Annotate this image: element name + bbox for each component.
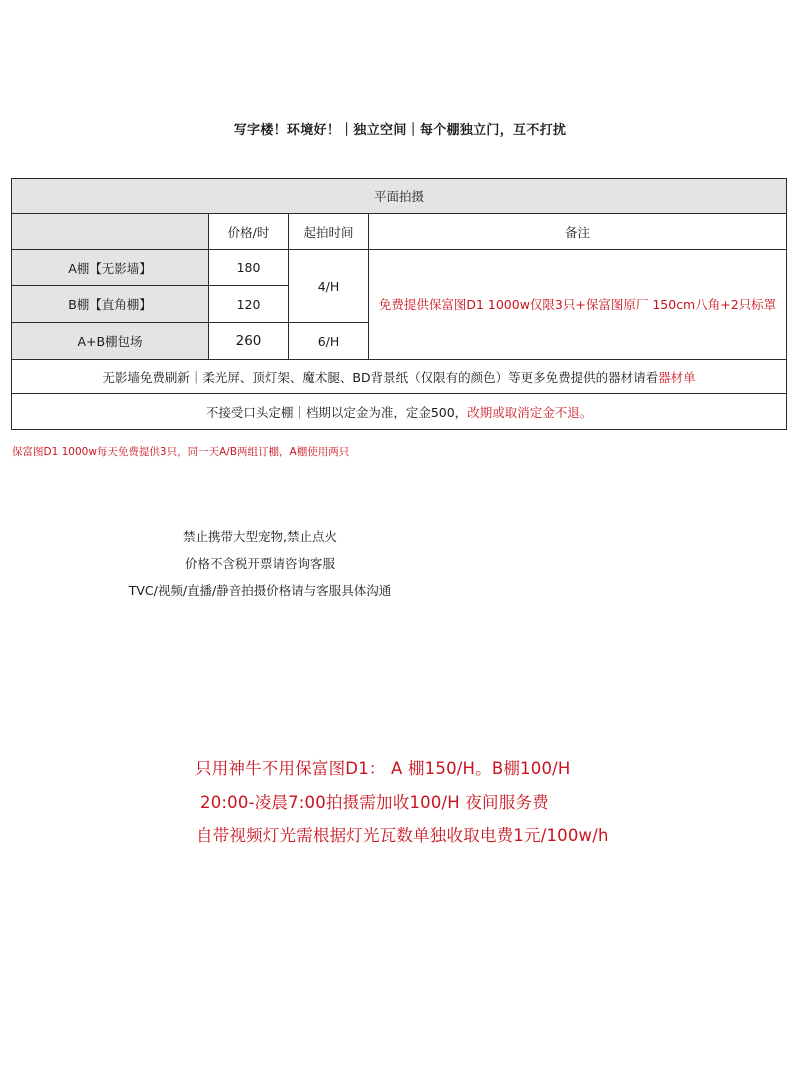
promo-line: 自带视频灯光需根据灯光瓦数单独收取电费1元/100w/h	[196, 826, 609, 845]
studio-name: A+B棚包场	[12, 323, 209, 360]
promo-line: 只用神牛不用保富图D1： A 棚150/H。B棚100/H	[195, 759, 571, 778]
booking-row	[12, 394, 787, 430]
header-empty-cell	[12, 214, 209, 250]
start-time-combo: 6/H	[289, 323, 369, 360]
rule-line: 价格不含税开票请咨询客服	[184, 556, 335, 571]
promo-line: 20:00-凌晨7:00拍摄需加收100/H 夜间服务费	[200, 793, 549, 812]
header-price: 价格/时	[209, 214, 289, 250]
booking-policy: 改期或取消定金不退。	[467, 404, 593, 420]
equipment-text: 无影墙免费刷新｜柔光屏、顶灯架、魔术腿、BD背景纸（仅限有的颜色）等更多免费提供的器材请看	[102, 369, 659, 385]
table-row	[12, 250, 787, 286]
studio-price: 120	[209, 286, 289, 323]
header-start-time: 起拍时间	[289, 214, 369, 250]
equipment-row	[12, 360, 787, 394]
pricing-table	[11, 178, 787, 430]
start-time-ab: 4/H	[289, 250, 369, 323]
page-headline: 写字楼！环境好！｜独立空间｜每个棚独立门，互不打扰	[233, 123, 567, 138]
table-title: 平面拍摄	[12, 179, 787, 214]
equipment-list-link: 器材单	[658, 369, 696, 385]
rule-line: 禁止携带大型宠物,禁止点火	[183, 529, 337, 544]
header-notes: 备注	[369, 214, 787, 250]
studio-price: 260	[209, 323, 289, 360]
studio-name: B棚【直角棚】	[12, 286, 209, 323]
studio-price: 180	[209, 250, 289, 286]
flash-note: 保富图D1 1000w每天免费提供3只，同一天A/B两组订棚，A棚使用两只	[12, 446, 350, 458]
rule-line: TVC/视频/直播/静音拍摄价格请与客服具体沟通	[128, 583, 392, 598]
booking-text: 不接受口头定棚｜档期以定金为准，定金500，	[205, 404, 468, 420]
notes-cell: 免费提供保富图D1 1000w仅限3只+保富图原厂 150cm八角+2只标罩	[369, 250, 787, 360]
studio-name: A棚【无影墙】	[12, 250, 209, 286]
